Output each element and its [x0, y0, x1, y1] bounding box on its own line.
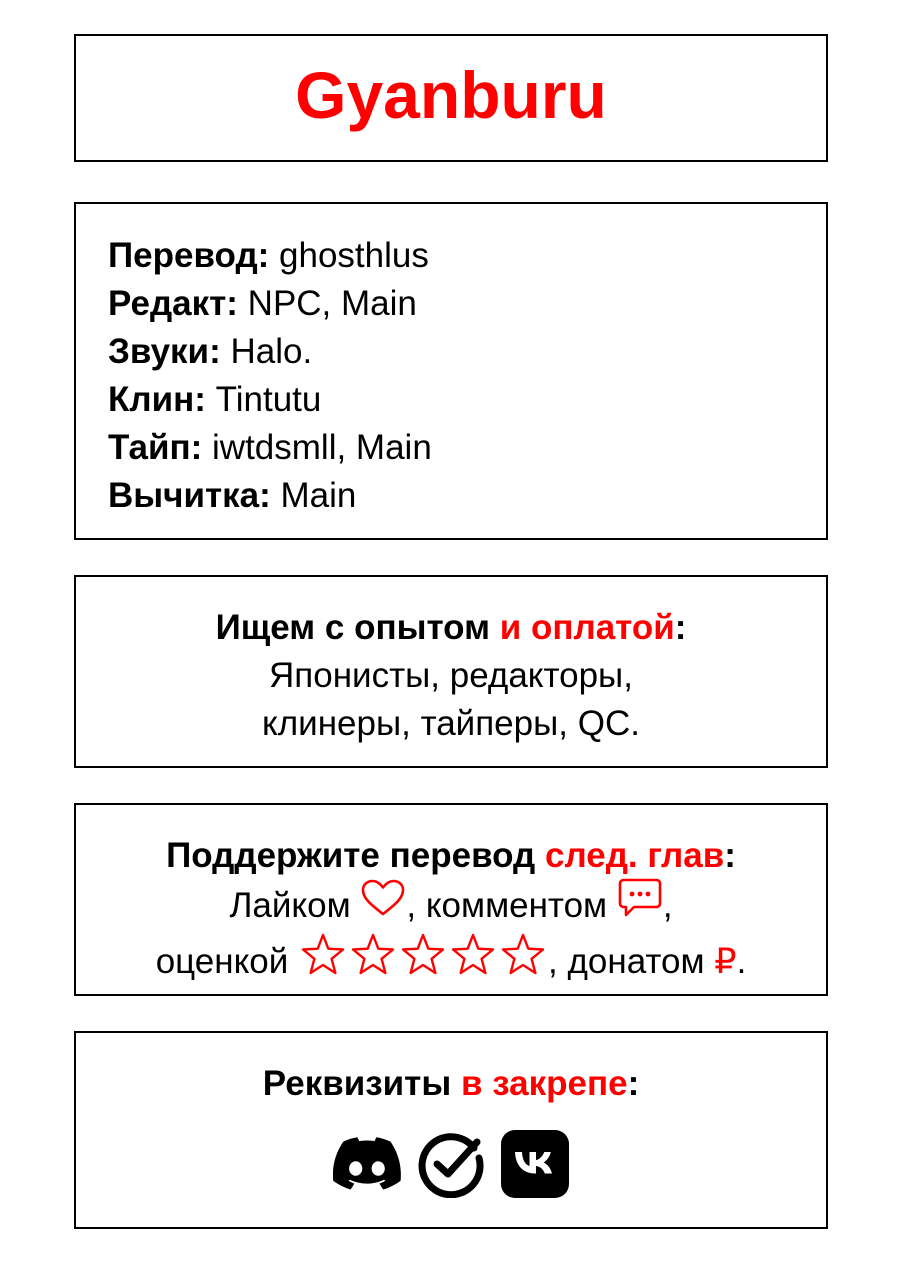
credit-line-cleaning: [108, 376, 826, 424]
links-heading-accent: в закрепе: [460, 1064, 628, 1103]
donate-text: , донатом: [548, 941, 715, 981]
heart-icon: [360, 878, 406, 931]
credit-names: ghosthlus: [269, 236, 429, 275]
credit-role: Звуки:: [108, 332, 221, 371]
credit-role: Клин:: [108, 380, 206, 419]
recruit-heading-suffix: :: [674, 608, 687, 647]
credit-role: Вычитка:: [108, 476, 271, 515]
donate-period: .: [736, 941, 747, 981]
credit-line-proofreading: [108, 472, 826, 520]
recruit-heading-accent: и оплатой: [499, 608, 675, 647]
like-text: Лайком: [229, 885, 361, 925]
credit-names: iwtdsmll, Main: [202, 428, 432, 467]
recruit-roles-line-1: Японисты, редакторы,: [269, 656, 633, 695]
credit-names: Tintutu: [205, 380, 322, 419]
comment-comma: ,: [662, 885, 673, 925]
credit-role: Редакт:: [108, 284, 238, 323]
star-icon: [353, 935, 393, 973]
ruble-icon: ₽: [714, 941, 737, 981]
support-box: [74, 803, 828, 996]
recruit-box: [74, 575, 828, 768]
support-like-comment-line: [76, 880, 826, 935]
credit-names: Main: [270, 476, 357, 515]
credit-role: Перевод:: [108, 236, 270, 275]
social-links-row: [76, 1130, 826, 1198]
star-icon: [303, 935, 343, 973]
support-rate-donate-line: [76, 935, 826, 992]
comment-icon: [617, 877, 663, 932]
discord-icon[interactable]: [333, 1137, 401, 1191]
recruit-heading: [76, 604, 826, 652]
support-heading-suffix: :: [724, 836, 736, 875]
support-heading-prefix: Поддержите перевод: [166, 836, 545, 875]
recruit-roles-line-2: клинеры, тайперы, QC.: [262, 704, 640, 743]
credits-box: [74, 202, 828, 540]
vk-icon[interactable]: [501, 1130, 569, 1198]
star-icon: [403, 935, 443, 973]
credit-names: Halo.: [220, 332, 313, 371]
links-heading-prefix: Реквизиты: [262, 1064, 461, 1103]
credit-line-sounds: [108, 328, 826, 376]
sber-icon[interactable]: [417, 1130, 485, 1198]
links-heading: [76, 1060, 826, 1108]
credit-line-typesetting: [108, 424, 826, 472]
rate-text: оценкой: [155, 941, 299, 981]
credit-role: Тайп:: [108, 428, 203, 467]
links-box: [74, 1031, 828, 1229]
title-box: [74, 34, 828, 162]
credit-line-translation: [108, 232, 826, 280]
links-heading-suffix: :: [627, 1064, 640, 1103]
star-icon: [503, 935, 543, 973]
page-title: Gyanburu: [295, 58, 607, 132]
star-icon: [453, 935, 493, 973]
recruit-heading-prefix: Ищем с опытом: [215, 608, 500, 647]
credit-names: NPC, Main: [237, 284, 417, 323]
rating-stars: [298, 932, 548, 989]
support-heading-accent: след. глав: [544, 836, 725, 875]
comment-text: , комментом: [406, 885, 617, 925]
credit-line-editing: [108, 280, 826, 328]
support-heading: [76, 832, 826, 880]
